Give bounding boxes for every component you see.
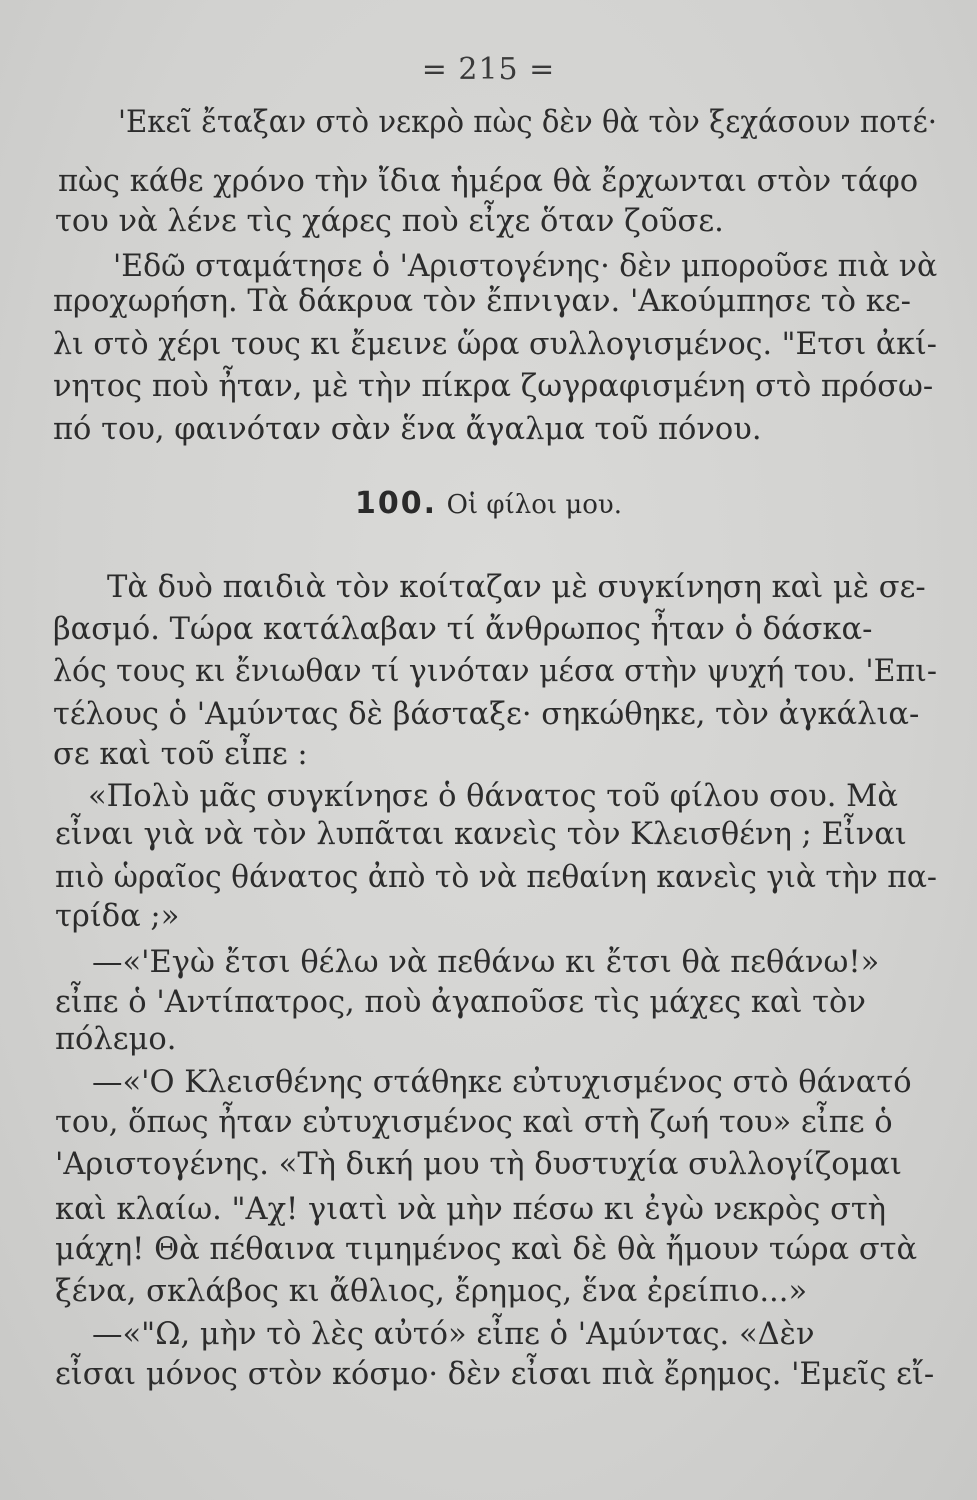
text-line: βασμό. Τώρα κατάλαβαν τί ἄνθρωπος ἦταν ὁ δάσκα- [53, 612, 873, 647]
text-line: εἶπε ὁ 'Αντίπατρος, ποὺ ἀγαποῦσε τὶς μάχες καὶ τὸν [55, 985, 866, 1020]
text-line: νητος ποὺ ἦταν, μὲ τὴν πίκρα ζωγραφισμένη στὸ πρόσω- [53, 369, 934, 404]
text-line: 'Εδῶ σταμάτησε ὁ 'Αριστογένης· δὲν μποροῦσε πιὰ νὰ [113, 249, 938, 284]
text-line: του, ὅπως ἦταν εὐτυχισμένος καὶ στὴ ζωή του» εἶπε ὁ [55, 1105, 893, 1140]
text-line: τέλους ὁ 'Αμύντας δὲ βάσταξε· σηκώθηκε, τὸν ἀγκάλια- [53, 697, 920, 732]
text-line: του νὰ λένε τὶς χάρες ποὺ εἶχε ὅταν ζοῦσε. [55, 204, 724, 239]
text-line: Τὰ δυὸ παιδιὰ τὸν κοίταζαν μὲ συγκίνηση καὶ μὲ σε- [107, 570, 926, 605]
text-line: εἶναι γιὰ νὰ τὸν λυπᾶται κανεὶς τὸν Κλεισθένη ; Εἶναι [55, 817, 907, 852]
text-line: πόλεμο. [55, 1022, 177, 1057]
text-line: λι στὸ χέρι τους κι ἔμεινε ὥρα συλλογισμένος. "Ετσι ἀκί- [53, 327, 937, 362]
text-line: σε καὶ τοῦ εἶπε : [53, 737, 308, 772]
text-line: καὶ κλαίω. "Αχ! γιατὶ νὰ μὴν πέσω κι ἐγὼ νεκρὸς στὴ [55, 1192, 887, 1227]
text-line: πὼς κάθε χρόνο τὴν ἴδια ἡμέρα θὰ ἔρχωνται στὸν τάφο [58, 164, 919, 199]
text-line: ξένα, σκλάβος κι ἄθλιος, ἔρημος, ἕνα ἐρείπιο...» [55, 1274, 808, 1309]
text-line: «Πολὺ μᾶς συγκίνησε ὁ θάνατος τοῦ φίλου σου. Μὰ [88, 779, 898, 814]
section-number: 100. [355, 486, 438, 521]
text-line: εἶσαι μόνος στὸν κόσμο· δὲν εἶσαι πιὰ ἔρημος. 'Εμεῖς εἴ- [55, 1357, 935, 1392]
text-line: πιὸ ὡραῖος θάνατος ἀπὸ τὸ νὰ πεθαίνη κανεὶς γιὰ τὴν πα- [55, 860, 937, 895]
section-heading [0, 486, 977, 521]
text-line: μάχη! Θὰ πέθαινα τιμημένος καὶ δὲ θὰ ἤμουν τώρα στὰ [55, 1232, 918, 1267]
text-line: πό του, φαινόταν σὰν ἕνα ἄγαλμα τοῦ πόνου. [53, 412, 762, 447]
text-line: 'Εκεῖ ἔταξαν στὸ νεκρὸ πὼς δὲν θὰ τὸν ξεχάσουν ποτέ· [118, 105, 938, 140]
section-title: Οἱ φίλοι μου. [446, 490, 622, 520]
text-line: λός τους κι ἔνιωθαν τί γινόταν μέσα στὴν ψυχή του. 'Επι- [53, 654, 937, 689]
text-line: προχωρήση. Τὰ δάκρυα τὸν ἔπνιγαν. 'Ακούμπησε τὸ κε- [53, 284, 911, 319]
page-number: = 215 = [421, 52, 556, 87]
text-line: —«'Εγὼ ἔτσι θέλω νὰ πεθάνω κι ἔτσι θὰ πεθάνω!» [92, 945, 880, 980]
text-line: 'Αριστογένης. «Τὴ δική μου τὴ δυστυχία συλλογίζομαι [55, 1147, 902, 1182]
text-line: —«'Ο Κλεισθένης στάθηκε εὐτυχισμένος στὸ θάνατό [92, 1065, 912, 1100]
text-line: τρίδα ;» [55, 899, 180, 934]
text-line: —«"Ω, μὴν τὸ λὲς αὐτό» εἶπε ὁ 'Αμύντας. «Δὲν [92, 1317, 815, 1352]
